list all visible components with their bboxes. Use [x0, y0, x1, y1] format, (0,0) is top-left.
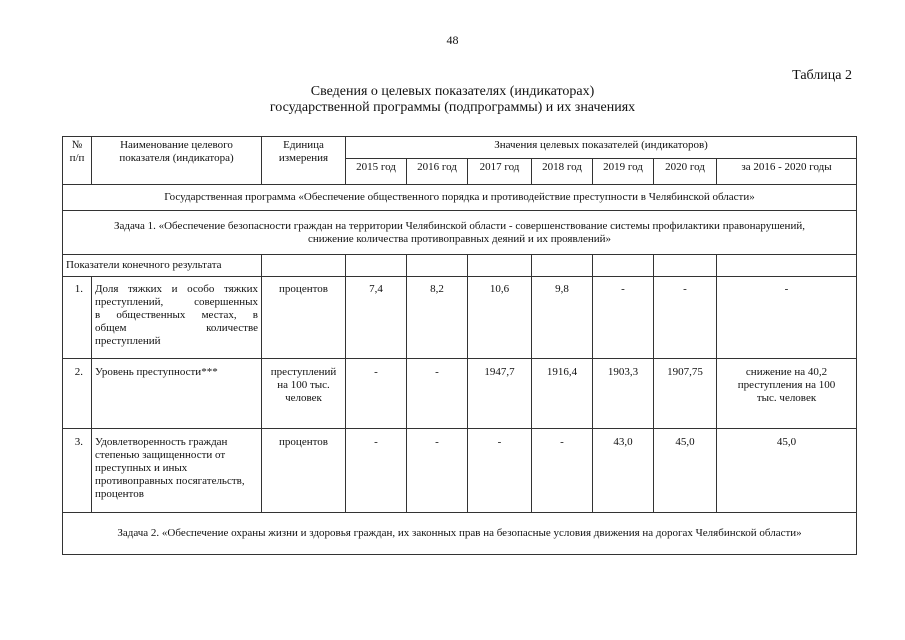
row-value-2015: 7,4	[346, 277, 407, 359]
section-empty-2015	[346, 255, 407, 277]
row-value-2017: -	[468, 429, 532, 513]
row-value-2016: 8,2	[407, 277, 468, 359]
row-value-2018: -	[532, 429, 593, 513]
row-name: Уровень преступности***	[92, 359, 262, 429]
row-unit: процентов	[262, 277, 346, 359]
header-year-total: за 2016 - 2020 годы	[717, 159, 857, 185]
row-name-line: Доля тяжких и особо тяжких	[95, 283, 258, 295]
row-name-line: в общественных местах, в	[95, 309, 258, 321]
table-row	[63, 359, 857, 429]
row-num: 2.	[63, 359, 92, 429]
header-num: № п/п	[63, 137, 92, 185]
section-empty-unit	[262, 255, 346, 277]
row-unit: процентов	[262, 429, 346, 513]
page-number: 48	[446, 33, 459, 47]
header-row-1	[63, 137, 857, 159]
title-line-1: Сведения о целевых показателях (индикаторах)	[310, 84, 595, 99]
section-empty-total	[717, 255, 857, 277]
row-value-2018: 1916,4	[532, 359, 593, 429]
section-empty-2017	[468, 255, 532, 277]
header-year-2016: 2016 год	[407, 159, 468, 185]
row-name: Удовлетворенность граждан степенью защищенности от преступных и иных противоправных посягательств, процентов	[92, 429, 262, 513]
header-year-2019: 2019 год	[593, 159, 654, 185]
row-value-2019: 1903,3	[593, 359, 654, 429]
program-row	[63, 185, 857, 211]
title-line-2: государственной программы (подпрограммы) и их значениях	[269, 100, 636, 115]
header-values: Значения целевых показателей (индикаторов)	[346, 137, 857, 159]
row-value-2019: -	[593, 277, 654, 359]
header-year-2018: 2018 год	[532, 159, 593, 185]
row-value-2020: -	[654, 277, 717, 359]
row-value-total: -	[717, 277, 857, 359]
section-label: Показатели конечного результата	[63, 255, 262, 277]
table-label: Таблица 2	[792, 68, 852, 83]
row-name-line: общем количестве	[95, 322, 258, 334]
row-value-2019: 43,0	[593, 429, 654, 513]
header-unit: Единица измерения	[262, 137, 346, 185]
header-year-2017: 2017 год	[468, 159, 532, 185]
table-row	[63, 429, 857, 513]
row-value-2017: 1947,7	[468, 359, 532, 429]
indicators-table	[62, 136, 857, 555]
row-value-2020: 45,0	[654, 429, 717, 513]
program-cell: Государственная программа «Обеспечение общественного порядка и противодействие преступности в Челябинской области»	[63, 185, 857, 211]
section-empty-2016	[407, 255, 468, 277]
row-value-2020: 1907,75	[654, 359, 717, 429]
document-title	[0, 84, 905, 116]
row-value-total: 45,0	[717, 429, 857, 513]
row-value-2016: -	[407, 359, 468, 429]
section-row	[63, 255, 857, 277]
task1-row	[63, 211, 857, 255]
row-value-2016: -	[407, 429, 468, 513]
row-value-2015: -	[346, 359, 407, 429]
section-empty-2018	[532, 255, 593, 277]
row-value-total: снижение на 40,2 преступления на 100 тыс. человек	[717, 359, 857, 429]
row-num: 3.	[63, 429, 92, 513]
task1-cell: Задача 1. «Обеспечение безопасности граждан на территории Челябинской области - совершенствование системы профилактики правонарушений, снижение количества противоправных деяний и их проявлений»	[63, 211, 857, 255]
section-empty-2020	[654, 255, 717, 277]
row-value-2017: 10,6	[468, 277, 532, 359]
row-value-2015: -	[346, 429, 407, 513]
table-row	[63, 277, 857, 359]
row-unit: преступлений на 100 тыс. человек	[262, 359, 346, 429]
row-name-line: преступлений, совершенных	[95, 296, 258, 308]
task2-row	[63, 513, 857, 555]
row-name-line: преступлений	[95, 335, 161, 347]
task2-cell: Задача 2. «Обеспечение охраны жизни и здоровья граждан, их законных прав на безопасные условия движения на дорогах Челябинской области»	[63, 513, 857, 555]
section-empty-2019	[593, 255, 654, 277]
row-num: 1.	[63, 277, 92, 359]
header-name: Наименование целевого показателя (индикатора)	[92, 137, 262, 185]
header-year-2020: 2020 год	[654, 159, 717, 185]
row-name	[92, 277, 262, 359]
row-value-2018: 9,8	[532, 277, 593, 359]
header-year-2015: 2015 год	[346, 159, 407, 185]
